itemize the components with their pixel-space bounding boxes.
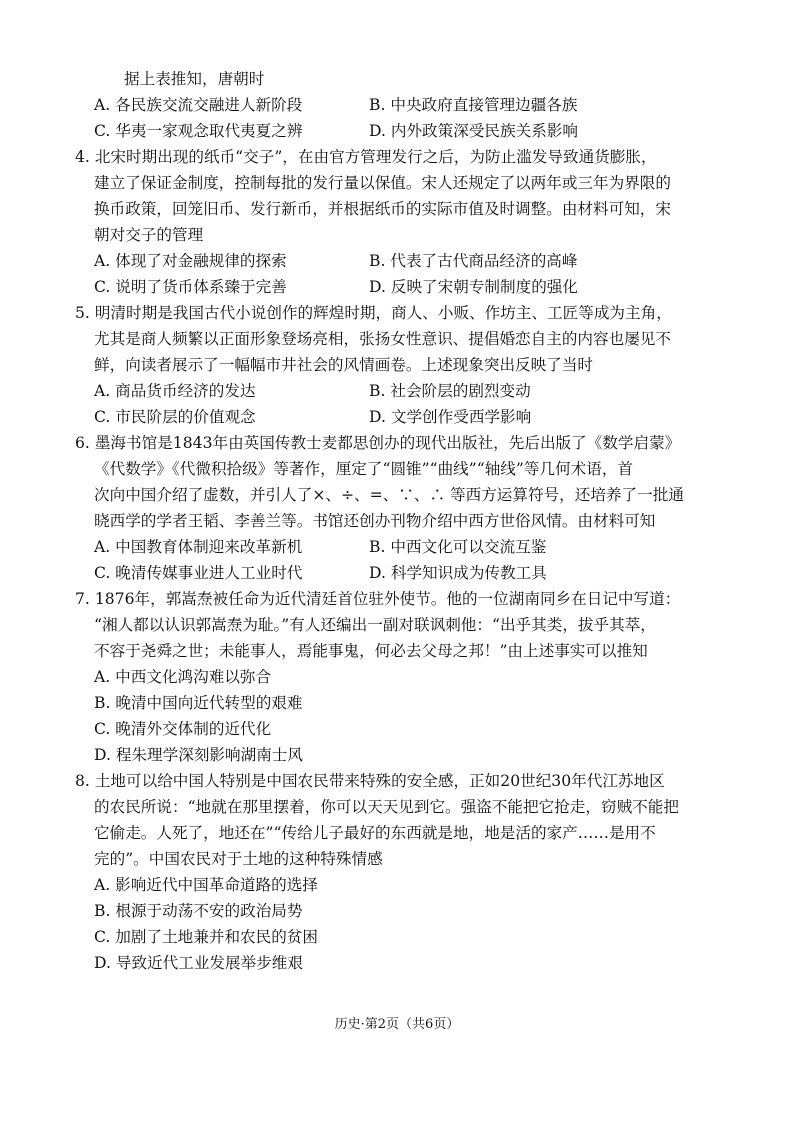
q7-option-c: C. 晚清外交体制的近代化	[94, 720, 272, 738]
q7-option-d: D. 程朱理学深刻影响湖南士风	[94, 746, 303, 764]
q4-option-a: A. 体现了对金融规律的探索	[94, 252, 287, 270]
q5-option-d: D. 文学创作受西学影响	[369, 408, 532, 426]
q5-stem-line: 鲜，向读者展示了一幅幅市井社会的风情画卷。上述现象突出反映了当时	[94, 356, 594, 374]
q6-stem-line: 6. 墨海书馆是1843年由英国传教士麦都思创办的现代出版社，先后出版了《数学启蒙》	[75, 434, 681, 452]
q7-stem-line: 不容于尧舜之世；未能事人，焉能事鬼，何必去父母之邦！”由上述事实可以推知	[94, 642, 648, 660]
q8-stem-line: 完的”。中国农民对于土地的这种特殊情感	[94, 850, 383, 868]
q3-option-d: D. 内外政策深受民族关系影响	[369, 122, 578, 140]
q6-stem-line: 晓西学的学者王韬、李善兰等。书馆还创办刊物介绍中西方世俗风情。由材料可知	[94, 512, 656, 530]
q5-option-c: C. 市民阶层的价值观念	[94, 408, 256, 426]
q6-option-b: B. 中西文化可以交流互鉴	[369, 538, 547, 556]
q3-option-a: A. 各民族交流交融进人新阶段	[94, 96, 303, 114]
q8-stem-line: 它偷走。人死了，地还在”“传给儿子最好的东西就是地，地是活的家产……是用不	[94, 824, 656, 842]
q3-stem: 据上表推知，唐朝时	[124, 70, 265, 88]
q3-option-c: C. 华夷一家观念取代夷夏之辨	[94, 122, 303, 140]
q7-option-b: B. 晚清中国向近代转型的艰难	[94, 694, 303, 712]
q4-stem-line: 换币政策，回笼旧币、发行新币，并根据纸币的实际市值及时调整。由材料可知，宋	[94, 200, 671, 218]
q3-option-b: B. 中央政府直接管理边疆各族	[369, 96, 578, 114]
q5-option-b: B. 社会阶层的剧烈变动	[369, 382, 531, 400]
q8-stem-line: 的农民所说：“地就在那里摆着，你可以天天见到它。强盗不能把它抢走，窃贼不能把	[94, 798, 679, 816]
q7-stem-line: 7. 1876年，郭嵩焘被任命为近代清廷首位驻外使节。他的一位湖南同乡在日记中写道：	[75, 590, 681, 608]
q4-stem-line: 建立了保证金制度，控制每批的发行量以保值。宋人还规定了以两年或三年为界限的	[94, 174, 671, 192]
page-footer: 历史·第2页（共6页）	[334, 1017, 460, 1032]
q4-option-d: D. 反映了宋朝专制制度的强化	[369, 278, 578, 296]
q4-option-c: C. 说明了货币体系臻于完善	[94, 278, 287, 296]
q6-option-a: A. 中国教育体制迎来改革新机	[94, 538, 303, 556]
q6-stem-line: 《代数学》《代微积拾级》等著作，厘定了“圆锥”“曲线”“轴线”等几何术语，首	[94, 460, 634, 478]
q8-option-d: D. 导致近代工业发展举步维艰	[94, 954, 303, 972]
q8-option-b: B. 根源于动荡不安的政治局势	[94, 902, 303, 920]
q7-option-a: A. 中西文化鸿沟难以弥合	[94, 668, 272, 686]
q6-option-d: D. 科学知识成为传教工具	[369, 564, 547, 582]
q4-option-b: B. 代表了古代商品经济的高峰	[369, 252, 578, 270]
q4-stem-line: 朝对交子的管理	[94, 226, 204, 244]
q8-option-a: A. 影响近代中国革命道路的选择	[94, 876, 318, 894]
q6-stem-line: 次向中国介绍了虚数，并引人了×、÷、=、∵、∴ 等西方运算符号，还培养了一批通	[94, 486, 684, 504]
q5-option-a: A. 商品货币经济的发达	[94, 382, 256, 400]
q5-stem-line: 5. 明清时期是我国古代小说创作的辉煌时期，商人、小贩、作坊主、工匠等成为主角，	[75, 304, 672, 322]
q6-option-c: C. 晚清传媒事业进人工业时代	[94, 564, 303, 582]
q7-stem-line: “湘人都以认识郭嵩焘为耻。”有人还编出一副对联讽刺他：“出乎其类，拔乎其萃，	[94, 616, 656, 634]
q8-stem-line: 8. 土地可以给中国人特别是中国农民带来特殊的安全感，正如20世纪30年代江苏地区	[75, 772, 665, 790]
q4-stem-line: 4. 北宋时期出现的纸币“交子”，在由官方管理发行之后，为防止滥发导致通货膨胀，	[75, 148, 657, 166]
q8-option-c: C. 加剧了土地兼并和农民的贫困	[94, 928, 319, 946]
q5-stem-line: 尤其是商人频繁以正面形象登场亮相，张扬女性意识、提倡婚恋自主的内容也屡见不	[94, 330, 671, 348]
